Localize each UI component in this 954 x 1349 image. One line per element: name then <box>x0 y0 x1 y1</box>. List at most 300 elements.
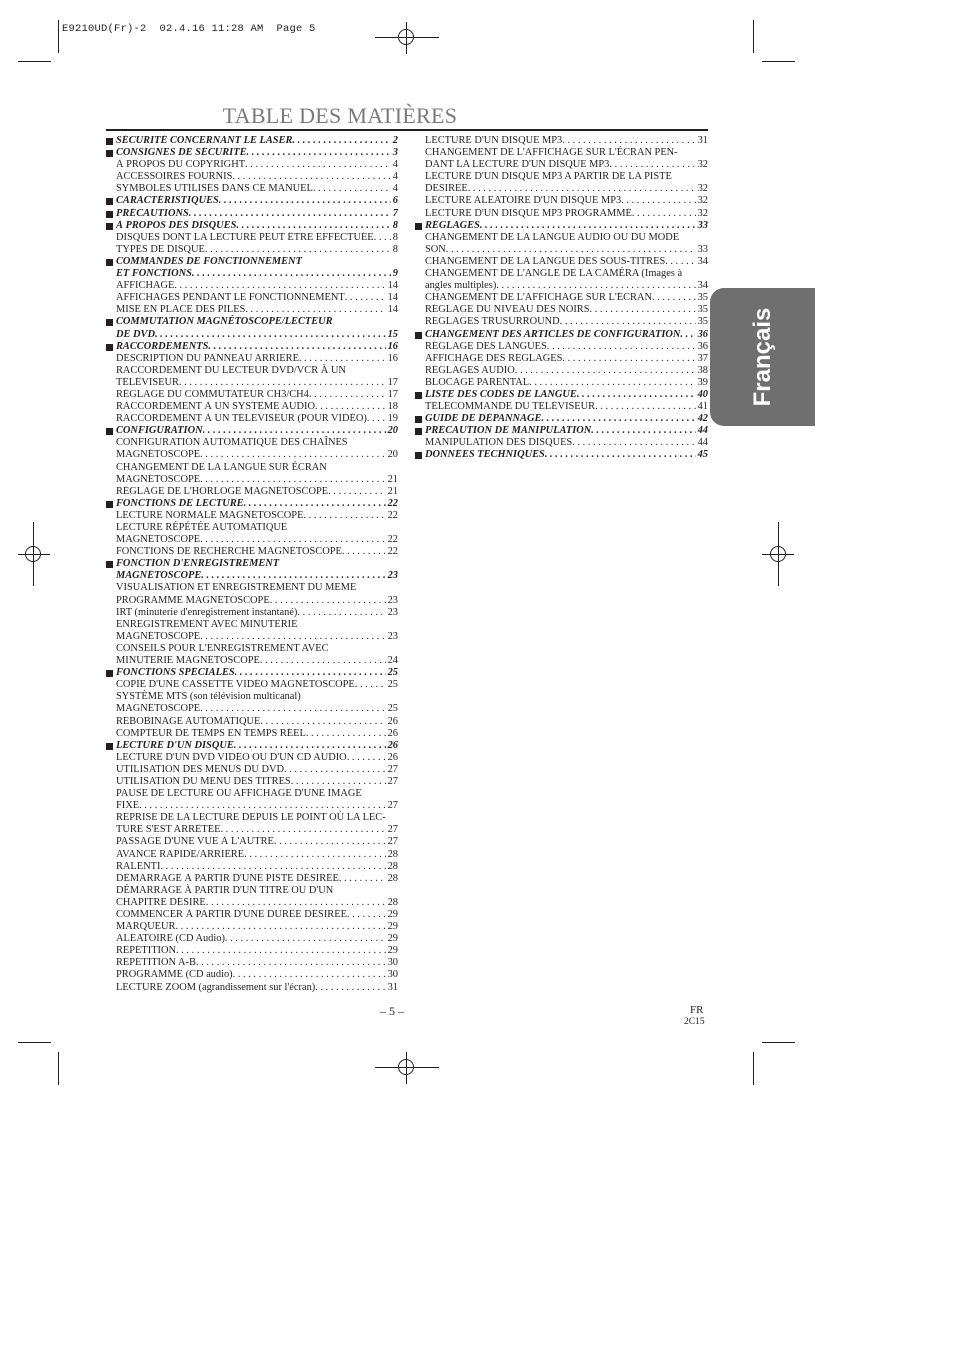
toc-page-number: 34 <box>697 280 708 292</box>
dot-leader <box>446 244 696 256</box>
print-header: E9210UD(Fr)-2 02.4.16 11:28 AM Page 5 <box>62 23 316 35</box>
dot-leader <box>245 159 391 171</box>
toc-entry <box>106 171 398 183</box>
dot-leader <box>590 304 696 316</box>
toc-entry <box>415 437 708 449</box>
toc-entry <box>106 909 398 921</box>
toc-entry-text: DISQUES DONT LA LECTURE PEUT ÊTRE EFFECTUÉE <box>116 231 374 243</box>
toc-entry-text: LISTE DES CODES DE LANGUE <box>425 388 577 400</box>
document-code: 2C15 <box>684 1017 705 1027</box>
toc-page-number: 37 <box>697 352 708 364</box>
bullet-square-icon <box>106 319 113 326</box>
toc-page-number: 8 <box>392 219 398 231</box>
toc-entry <box>106 969 398 981</box>
toc-entry-text: LECTURE RÉPÉTÉE AUTOMATIQUE <box>116 522 288 533</box>
bullet-square-icon <box>106 344 113 351</box>
toc-page-number: 22 <box>387 497 398 509</box>
bullet-square-icon <box>106 670 113 677</box>
toc-entry <box>415 365 708 377</box>
toc-entry <box>415 377 708 389</box>
toc-page-number: 39 <box>697 376 708 388</box>
toc-section <box>106 195 398 207</box>
dot-leader <box>196 957 386 969</box>
toc-entry <box>415 208 708 220</box>
dot-leader <box>205 244 391 256</box>
toc-page-number: 15 <box>387 328 398 340</box>
toc-page-number: 3 <box>392 147 398 159</box>
toc-entry-text: CHANGEMENT DE LA LANGUE SUR ÉCRAN <box>116 461 327 473</box>
toc-entry-text: RÉGLAGE DE L'HORLOGE MAGNÉTOSCOPE <box>116 485 329 497</box>
dot-leader <box>244 498 386 510</box>
toc-section <box>106 208 398 220</box>
toc-section <box>415 449 708 461</box>
toc-entry-text: RACCORDEMENT DU LECTEUR DVD/VCR À UN <box>116 364 346 376</box>
toc-entry-text: FONCTIONS DE RECHERCHE MAGNÉTOSCOPE <box>116 546 342 558</box>
dot-leader <box>665 256 695 268</box>
toc-entry <box>106 353 398 365</box>
dot-leader <box>200 631 386 643</box>
toc-page-number: 31 <box>387 981 398 993</box>
toc-entry-text: LECTURE NORMALE MAGNÉTOSCOPE <box>116 509 304 521</box>
toc-section <box>106 425 398 437</box>
toc-section <box>415 413 708 425</box>
dot-leader <box>339 873 386 885</box>
toc-page-number: 23 <box>387 630 398 642</box>
toc-page-number: 32 <box>697 195 708 207</box>
toc-entry-text: VISUALISATION ET ENREGISTREMENT DU MEME <box>116 582 357 594</box>
toc-entry <box>106 462 398 486</box>
toc-entry <box>106 389 398 401</box>
toc-entry-text: IRT (minuterie d'enregistrement instantané) <box>116 606 298 618</box>
language-code: FR <box>690 1004 704 1016</box>
dot-leader <box>291 776 386 788</box>
toc-page-number: 16 <box>387 340 398 352</box>
toc-entry-text: BLOCAGE PARENTAL <box>425 376 530 388</box>
page-number: – 5 – <box>380 1004 404 1018</box>
toc-entry-text: LECTURE D'UN DVD VIDÉO OU D'UN CD AUDIO <box>116 751 347 763</box>
toc-page-number: 29 <box>387 909 398 920</box>
dot-leader <box>219 195 391 207</box>
title-rule <box>106 129 708 131</box>
dot-leader <box>303 510 385 522</box>
toc-entry-text: SYMBOLES UTILISÉS DANS CE MANUEL <box>116 183 313 195</box>
dot-leader <box>139 800 386 812</box>
toc-page-number: 26 <box>387 739 398 751</box>
toc-entry <box>415 256 708 268</box>
toc-page-number: 21 <box>387 473 398 485</box>
toc-entry-text: RÉGLAGES <box>425 219 480 231</box>
dot-leader <box>328 486 386 498</box>
toc-page-number: 27 <box>387 824 398 836</box>
toc-entry <box>106 933 398 945</box>
toc-entry <box>106 510 398 522</box>
toc-entry-text: RACCORDEMENT À UN SYSTÈME AUDIO <box>116 401 315 413</box>
dot-leader <box>206 897 386 909</box>
toc-entry-text: FONCTION D'ENREGISTREMENT <box>116 558 280 570</box>
toc-right-column <box>415 135 708 462</box>
toc-entry-text: CHANGEMENT DE LA LANGUE AUDIO OU DU MODE <box>425 231 680 243</box>
toc-entry-text: AVANCE RAPIDE/ARRIÈRE <box>116 848 245 860</box>
toc-entry-text: TYPES DE DISQUE <box>116 243 205 255</box>
toc-section <box>106 558 398 582</box>
dot-leader <box>529 377 695 389</box>
toc-page-number: 40 <box>697 388 708 400</box>
dot-leader <box>309 389 386 401</box>
toc-section <box>106 316 398 340</box>
toc-page-number: 14 <box>387 292 398 304</box>
dot-leader <box>208 341 385 353</box>
toc-entry-text: ACCESSOIRES FOURNIS <box>116 171 233 183</box>
toc-entry-text: MAGNÉTOSCOPE <box>116 473 201 485</box>
dot-leader <box>680 329 695 341</box>
toc-page-number: 41 <box>697 401 708 413</box>
toc-page-number: 27 <box>387 763 398 775</box>
toc-entry-text: UTILISATION DU MENU DES TITRES <box>116 775 291 787</box>
dot-leader <box>545 449 696 461</box>
dot-leader <box>292 135 390 147</box>
toc-entry-text: ALÉATOIRE (CD Audio) <box>116 933 225 945</box>
dot-leader <box>174 280 385 292</box>
toc-entry-text: MISE EN PLACE DES PILES <box>116 304 246 316</box>
dot-leader <box>274 836 386 848</box>
toc-entry-text: RALENTI <box>116 860 161 872</box>
toc-entry-text: PROGRAMME (CD audio) <box>116 969 233 981</box>
toc-entry-text: À PROPOS DU COPYRIGHT <box>116 159 246 171</box>
dot-leader <box>652 292 696 304</box>
toc-entry-text: RÉPÉTITION A-B <box>116 957 196 969</box>
toc-page-number: 17 <box>387 376 398 388</box>
toc-section <box>415 220 708 232</box>
toc-entry <box>106 437 398 461</box>
bullet-square-icon <box>106 138 113 145</box>
toc-entry <box>106 812 398 836</box>
dot-leader <box>347 752 386 764</box>
toc-page-number: 26 <box>387 727 398 739</box>
toc-page-number: 22 <box>387 546 398 558</box>
toc-entry-text: GUIDE DE DÉPANNAGE <box>425 413 542 425</box>
toc-entry-text: REBOBINAGE AUTOMATIQUE <box>116 715 261 727</box>
toc-entry-text: REPRISE DE LA LECTURE DEPUIS LE POINT OÙ LA LEC- <box>116 812 386 824</box>
toc-page-number: 25 <box>387 667 398 679</box>
toc-entry <box>106 365 398 389</box>
toc-page-number: 44 <box>697 425 708 437</box>
toc-entry-text: angles multiples) <box>425 280 497 292</box>
dot-leader <box>200 534 386 546</box>
toc-entry-text: PASSAGE D'UNE VUE À L'AUTRE <box>116 836 274 848</box>
dot-leader <box>234 740 386 752</box>
toc-entry <box>106 304 398 316</box>
toc-entry-text: SÉCURITÉ CONCERNANT LE LASER <box>116 135 293 146</box>
toc-entry-text: LECTURE ALEATOIRE D'UN DISQUE MP3 <box>425 195 622 207</box>
toc-entry <box>106 401 398 413</box>
toc-page-number: 27 <box>387 775 398 787</box>
toc-entry <box>415 135 708 147</box>
toc-page-number: 28 <box>387 848 398 860</box>
toc-entry <box>106 183 398 195</box>
language-side-tab <box>710 288 815 426</box>
toc-page-number: 44 <box>697 437 708 449</box>
toc-entry <box>106 921 398 933</box>
toc-entry <box>415 304 708 316</box>
toc-entry <box>415 401 708 413</box>
bullet-square-icon <box>106 561 113 568</box>
dot-leader <box>562 135 695 147</box>
toc-entry <box>106 522 398 546</box>
toc-entry <box>106 982 398 994</box>
toc-page-number: 24 <box>387 655 398 667</box>
dot-leader <box>232 171 390 183</box>
toc-entry <box>106 885 398 909</box>
dot-leader <box>572 437 695 449</box>
dot-leader <box>270 595 386 607</box>
bullet-square-icon <box>106 259 113 266</box>
toc-entry <box>106 619 398 643</box>
dot-leader <box>200 703 386 715</box>
toc-page-number: 25 <box>387 679 398 691</box>
toc-entry-text: CHANGEMENT DE LA LANGUE DES SOUS-TITRES <box>425 255 666 267</box>
toc-entry <box>415 353 708 365</box>
toc-entry-text: DÉMARRAGE À PARTIR D'UN TITRE OU D'UN <box>116 884 334 896</box>
toc-entry <box>106 945 398 957</box>
toc-page-number: 17 <box>387 388 398 400</box>
toc-entry-text: MINUTERIE MAGNÉTOSCOPE <box>116 655 260 667</box>
toc-entry <box>106 292 398 304</box>
toc-entry-text: RÉPÉTITION <box>116 945 177 957</box>
toc-entry-text: CONSEILS POUR L'ENREGISTREMENT AVEC <box>116 642 329 654</box>
bullet-square-icon <box>106 223 113 230</box>
dot-leader <box>179 377 386 389</box>
toc-page-number: 29 <box>387 921 398 933</box>
toc-page-number: 45 <box>697 449 708 461</box>
toc-page-number: 7 <box>392 207 398 219</box>
toc-entry <box>415 268 708 292</box>
toc-entry-text: TÉLÉCOMMANDE DU TÉLÉVISEUR <box>425 401 596 413</box>
toc-entry-text: CHAPITRE DÉSIRÉ <box>116 896 206 908</box>
toc-entry-text: CONFIGURATION <box>116 425 203 437</box>
toc-page-number: 29 <box>387 933 398 945</box>
toc-entry-text: COMMANDES DE FONCTIONNEMENT <box>116 255 302 267</box>
toc-section <box>106 498 398 510</box>
language-tab-label: Français <box>748 307 776 407</box>
toc-entry-text: CONFIGURATION AUTOMATIQUE DES CHAÎNES <box>116 437 348 449</box>
toc-page-number: 4 <box>392 159 398 171</box>
toc-entry <box>106 413 398 425</box>
toc-page-number: 14 <box>387 280 398 292</box>
dot-leader <box>547 341 696 353</box>
bullet-square-icon <box>106 501 113 508</box>
toc-entry <box>106 776 398 788</box>
bullet-square-icon <box>106 198 113 205</box>
toc-entry <box>106 691 398 715</box>
toc-entry <box>415 292 708 304</box>
toc-page-number: 42 <box>697 413 708 425</box>
dot-leader <box>189 208 391 220</box>
toc-entry-text: LECTURE D'UN DISQUE <box>116 739 234 751</box>
bullet-square-icon <box>106 428 113 435</box>
bullet-square-icon <box>415 332 422 339</box>
page-title: TABLE DES MATIÈRES <box>222 103 458 128</box>
toc-entry-text: RACCORDEMENT À UN TÉLÉVISEUR (POUR VIDÉO) <box>116 413 367 425</box>
toc-entry-text: CHANGEMENT DES ARTICLES DE CONFIGURATION <box>425 328 681 340</box>
toc-section <box>415 329 708 341</box>
toc-entry <box>415 171 708 195</box>
toc-entry-text: MARQUEUR <box>116 921 176 933</box>
toc-entry-text: DESCRIPTION DU PANNEAU ARRIERE <box>116 352 299 364</box>
toc-page-number: 33 <box>697 219 708 231</box>
dot-leader <box>235 667 386 679</box>
toc-entry-text: RÉGLAGE DU COMMUTATEUR CH3/CH4 <box>116 388 309 400</box>
toc-page-number: 28 <box>387 872 398 884</box>
toc-page-number: 16 <box>387 352 398 364</box>
dot-leader <box>200 474 386 486</box>
toc-entry-text: PRÉCAUTIONS <box>116 207 189 219</box>
toc-entry <box>106 244 398 256</box>
bullet-square-icon <box>106 743 113 750</box>
dot-leader <box>480 220 696 232</box>
toc-page-number: 22 <box>387 534 398 546</box>
dot-leader <box>245 304 385 316</box>
dot-leader <box>260 655 386 667</box>
dot-leader <box>347 909 386 921</box>
toc-section <box>106 256 398 280</box>
toc-entry-text: ENREGISTREMENT AVEC MINUTERIE <box>116 618 298 630</box>
dot-leader <box>595 401 696 413</box>
toc-entry-text: FIXE <box>116 800 140 812</box>
toc-page-number: 29 <box>387 945 398 957</box>
toc-section <box>106 135 398 147</box>
toc-page-number: 33 <box>697 243 708 255</box>
toc-entry-text: FONCTIONS SPÉCIALES <box>116 667 235 679</box>
toc-entry-text: UTILISATION DES MENUS DU DVD <box>116 763 284 775</box>
toc-entry <box>106 716 398 728</box>
toc-page-number: 32 <box>697 183 708 195</box>
dot-leader <box>342 546 386 558</box>
dot-leader <box>155 329 386 341</box>
toc-entry-text: COMMENCER À PARTIR D'UNE DURÉE DÉSIRÉE <box>116 909 347 920</box>
dot-leader <box>244 849 386 861</box>
toc-page-number: 9 <box>392 268 398 280</box>
toc-entry <box>106 788 398 812</box>
toc-entry-text: DANT LA LECTURE D'UN DISQUE MP3 <box>425 159 610 171</box>
toc-section <box>106 220 398 232</box>
toc-page-number: 30 <box>387 957 398 969</box>
toc-entry <box>106 728 398 740</box>
toc-entry <box>415 195 708 207</box>
bullet-square-icon <box>415 416 422 423</box>
toc-page-number: 2 <box>392 135 398 146</box>
toc-page-number: 26 <box>387 751 398 763</box>
toc-entry <box>106 486 398 498</box>
dot-leader <box>201 570 385 582</box>
dot-leader <box>176 945 386 957</box>
toc-entry-text: LECTURE D'UN DISQUE MP3 <box>425 135 563 146</box>
dot-leader <box>315 982 385 994</box>
toc-page-number: 30 <box>387 969 398 981</box>
dot-leader <box>306 728 386 740</box>
toc-page-number: 4 <box>392 183 398 195</box>
toc-entry-text: MAGNÉTOSCOPE <box>116 570 202 582</box>
dot-leader <box>560 316 696 328</box>
dot-leader <box>541 413 695 425</box>
toc-entry-text: MAGNÉTOSCOPE <box>116 449 201 461</box>
dot-leader <box>468 183 696 195</box>
toc-page-number: 36 <box>697 340 708 352</box>
toc-entry-text: MANIPULATION DES DISQUES <box>425 437 573 449</box>
toc-entry <box>106 752 398 764</box>
toc-entry-text: PRÉCAUTION DE MANIPULATION <box>425 425 592 437</box>
toc-entry <box>106 836 398 848</box>
toc-page-number: 27 <box>387 836 398 848</box>
toc-entry-text: CONSIGNES DE SÉCURITÉ <box>116 147 247 159</box>
toc-entry-text: RACCORDEMENTS <box>116 340 209 352</box>
dot-leader <box>591 425 695 437</box>
toc-page-number: 35 <box>697 304 708 316</box>
toc-section <box>106 667 398 679</box>
toc-page-number: 4 <box>392 171 398 183</box>
toc-entry <box>106 861 398 873</box>
toc-entry-text: MAGNÉTOSCOPE <box>116 630 201 642</box>
toc-entry <box>106 957 398 969</box>
toc-entry-text: FONCTIONS DE LECTURE <box>116 497 244 509</box>
toc-entry-text: CHANGEMENT DE L'ANGLE DE LA CAMÉRA (Images à <box>425 268 683 280</box>
dot-leader <box>297 607 385 619</box>
dot-leader <box>233 969 386 981</box>
toc-entry-text: LECTURE D'UN DISQUE MP3 PROGRAMMÉ <box>425 207 632 219</box>
toc-page-number: 25 <box>387 703 398 715</box>
toc-entry-text: RÉGLAGE DU NIVEAU DES NOIRS <box>425 304 590 316</box>
toc-entry-text: LECTURE ZOOM (agrandissement sur l'écran) <box>116 981 316 993</box>
toc-entry-text: PAUSE DE LECTURE OU AFFICHAGE D'UNE IMAGE <box>116 788 362 800</box>
toc-entry <box>106 280 398 292</box>
dot-leader <box>562 353 695 365</box>
dot-leader <box>355 679 386 691</box>
toc-page-number: 35 <box>697 316 708 328</box>
dot-leader <box>203 425 386 437</box>
toc-page-number: 34 <box>697 255 708 267</box>
toc-entry <box>106 679 398 691</box>
toc-page-number: 31 <box>697 135 708 146</box>
toc-entry <box>106 159 398 171</box>
toc-entry-text: ET FONCTIONS <box>116 268 192 280</box>
toc-left-column <box>106 135 398 994</box>
dot-leader <box>313 183 391 195</box>
toc-entry <box>415 147 708 171</box>
toc-entry-text: DONNÉES TECHNIQUES <box>425 449 545 461</box>
dot-leader <box>621 195 695 207</box>
toc-page-number: 28 <box>387 860 398 872</box>
toc-entry <box>415 316 708 328</box>
toc-page-number: 26 <box>387 715 398 727</box>
toc-page-number: 8 <box>392 243 398 255</box>
toc-entry-text: RÉGLAGES AUDIO <box>425 364 515 376</box>
toc-page-number: 8 <box>392 231 398 243</box>
dot-leader <box>577 389 696 401</box>
dot-leader <box>609 159 695 171</box>
dot-leader <box>345 292 386 304</box>
toc-page-number: 35 <box>697 292 708 304</box>
toc-entry-text: CHANGEMENT DE L'AFFICHAGE SUR L'ÉCRAN <box>425 292 652 304</box>
toc-page-number: 18 <box>387 401 398 413</box>
toc-entry-text: DE DVD <box>116 328 155 340</box>
dot-leader <box>200 449 386 461</box>
toc-entry <box>106 849 398 861</box>
toc-entry-text: SON <box>425 243 446 255</box>
toc-page-number: 22 <box>387 509 398 521</box>
dot-leader <box>367 413 386 425</box>
toc-section <box>415 425 708 437</box>
dot-leader <box>247 147 391 159</box>
toc-entry-text: TÉLÉVISEUR <box>116 376 179 388</box>
